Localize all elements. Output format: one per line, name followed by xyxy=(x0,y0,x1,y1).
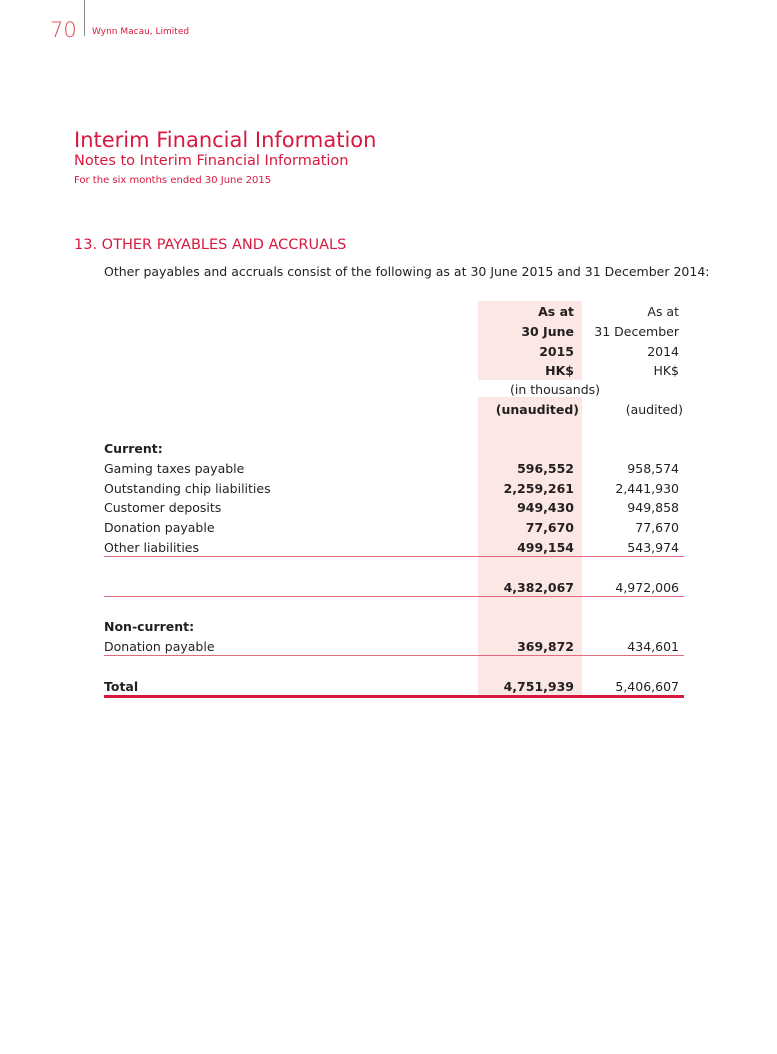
row-value-2015: 499,154 xyxy=(517,540,574,555)
total-2014: 5,406,607 xyxy=(615,679,679,694)
subtotal-2014: 4,972,006 xyxy=(615,580,679,595)
row-value-2014: 958,574 xyxy=(627,461,679,476)
page-subtitle: Notes to Interim Financial Information xyxy=(74,153,349,169)
rule xyxy=(104,596,684,597)
row-value-2014: 543,974 xyxy=(627,540,679,555)
col1-header: 2015 xyxy=(539,344,574,359)
row-value-2015: 77,670 xyxy=(525,520,574,535)
row-label: Other liabilities xyxy=(104,540,200,555)
note-intro: Other payables and accruals consist of the following as at 30 June 2015 and 31 December 2014: xyxy=(104,264,710,279)
rule xyxy=(104,655,684,656)
noncurrent-label: Non-current: xyxy=(104,619,195,634)
period-text: For the six months ended 30 June 2015 xyxy=(74,175,272,186)
row-label: Donation payable xyxy=(104,639,215,654)
row-value-2015: 949,430 xyxy=(517,500,574,515)
page-title: Interim Financial Information xyxy=(74,128,377,152)
col1-header: As at xyxy=(538,304,574,319)
col1-header: HK$ xyxy=(545,363,574,378)
units-label: (in thousands) xyxy=(510,382,601,397)
row-label: Donation payable xyxy=(104,520,215,535)
subtotal-2015: 4,382,067 xyxy=(503,580,574,595)
col2-header: 2014 xyxy=(647,344,679,359)
row-label: Customer deposits xyxy=(104,500,222,515)
col1-status: (unaudited) xyxy=(495,402,579,417)
total-label: Total xyxy=(104,679,139,694)
total-2015: 4,751,939 xyxy=(503,679,574,694)
company-name: Wynn Macau, Limited xyxy=(92,27,190,37)
col2-header: 31 December xyxy=(594,324,679,339)
col2-header: HK$ xyxy=(653,363,679,378)
row-value-2014: 77,670 xyxy=(635,520,679,535)
page-number: 70 xyxy=(50,18,77,42)
header-divider xyxy=(84,0,85,36)
row-value-2015: 369,872 xyxy=(517,639,574,654)
total-rule xyxy=(104,695,684,698)
col2-status: (audited) xyxy=(625,402,683,417)
rule xyxy=(104,556,684,557)
row-value-2014: 949,858 xyxy=(627,500,679,515)
note-heading: 13. OTHER PAYABLES AND ACCRUALS xyxy=(74,237,347,253)
row-value-2014: 2,441,930 xyxy=(615,481,679,496)
col2-header: As at xyxy=(647,304,679,319)
current-label: Current: xyxy=(104,441,163,456)
row-value-2014: 434,601 xyxy=(627,639,679,654)
row-value-2015: 596,552 xyxy=(517,461,574,476)
row-label: Outstanding chip liabilities xyxy=(104,481,271,496)
col1-header: 30 June xyxy=(521,324,574,339)
row-value-2015: 2,259,261 xyxy=(503,481,574,496)
row-label: Gaming taxes payable xyxy=(104,461,245,476)
